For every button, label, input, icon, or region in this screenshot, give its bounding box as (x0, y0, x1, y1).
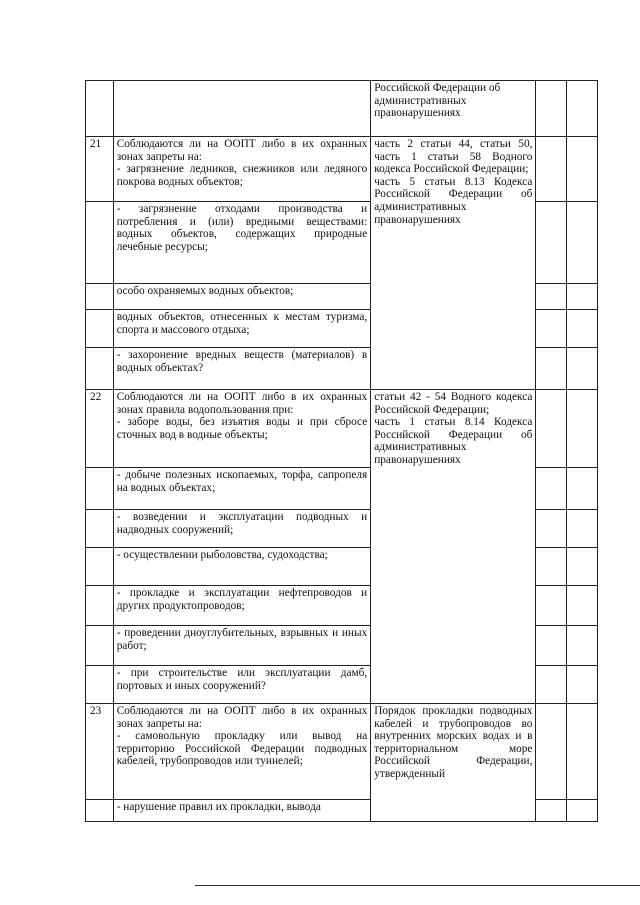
requirements-table (85, 80, 598, 822)
row-number (86, 202, 114, 284)
row-number (86, 468, 114, 510)
answer-cell[interactable] (536, 510, 567, 548)
answer-cell[interactable] (536, 284, 567, 310)
row-number (86, 348, 114, 390)
requirement-text: - осуществлении рыболовства, судоходства; (113, 548, 371, 586)
answer-cell[interactable] (536, 137, 567, 202)
row-number (86, 626, 114, 666)
answer-cell[interactable] (536, 626, 567, 666)
note-cell[interactable] (567, 704, 598, 800)
answer-cell[interactable] (536, 202, 567, 284)
note-cell[interactable] (567, 548, 598, 586)
note-cell[interactable] (567, 510, 598, 548)
requirement-text: - возведении и эксплуатации подводных и надводных сооружений; (113, 510, 371, 548)
requirement-text: - нарушение правил их прокладки, вывода (113, 800, 371, 822)
row-number (86, 548, 114, 586)
legal-reference: часть 2 статьи 44, статьи 50, часть 1 статьи 58 Водного кодекса Российской Федерации; часть 5 статьи 8.13 Кодекса Российской Федерации об административных правонарушениях (371, 137, 536, 390)
row-number: 22 (86, 390, 114, 468)
answer-cell[interactable] (536, 548, 567, 586)
requirement-text: Соблюдаются ли на ООПТ либо в их охранных зонах запреты на: - самовольную прокладку или вывод на территорию Российской Федерации подводных кабелей, трубопроводов или туннелей; (113, 704, 371, 800)
requirement-text (113, 81, 371, 137)
note-cell[interactable] (567, 81, 598, 137)
answer-cell[interactable] (536, 348, 567, 390)
note-cell[interactable] (567, 137, 598, 202)
requirement-text: Соблюдаются ли на ООПТ либо в их охранных зонах запреты на: - загрязнение ледников, снежников или ледяного покрова водных объектов; (113, 137, 371, 202)
legal-reference: Российской Федерации об административных правонарушениях (371, 81, 536, 137)
note-cell[interactable] (567, 348, 598, 390)
requirement-text: - проведении дноуглубительных, взрывных и иных работ; (113, 626, 371, 666)
requirement-text: - прокладке и эксплуатации нефтепроводов и других продуктопроводов; (113, 586, 371, 626)
table-row (86, 390, 598, 468)
row-number (86, 666, 114, 704)
row-number: 21 (86, 137, 114, 202)
row-number (86, 310, 114, 348)
requirement-text: - захоронение вредных веществ (материалов) в водных объектах? (113, 348, 371, 390)
row-number (86, 800, 114, 822)
note-cell[interactable] (567, 586, 598, 626)
table-row (86, 137, 598, 202)
answer-cell[interactable] (536, 310, 567, 348)
legal-reference: статьи 42 - 54 Водного кодекса Российской Федерации; часть 1 статьи 8.14 Кодекса Российской Федерации об административных правонарушениях (371, 390, 536, 704)
requirement-text: - загрязнение отходами производства и потребления и (или) вредными веществами: водных объектов, содержащих природные лечебные ресурсы; (113, 202, 371, 284)
requirement-text: особо охраняемых водных объектов; (113, 284, 371, 310)
requirement-text: - добыче полезных ископаемых, торфа, сапропеля на водных объектах; (113, 468, 371, 510)
answer-cell[interactable] (536, 586, 567, 626)
row-number: 23 (86, 704, 114, 800)
requirement-text: - при строительстве или эксплуатации дамб, портовых и иных сооружений? (113, 666, 371, 704)
requirement-text: водных объектов, отнесенных к местам туризма, спорта и массового отдыха; (113, 310, 371, 348)
note-cell[interactable] (567, 202, 598, 284)
row-number (86, 284, 114, 310)
row-number (86, 586, 114, 626)
legal-reference: Порядок прокладки подводных кабелей и трубопроводов во внутренних морских водах и в территориальном море Российской Федерации, утвержденный (371, 704, 536, 822)
answer-cell[interactable] (536, 704, 567, 800)
note-cell[interactable] (567, 390, 598, 468)
note-cell[interactable] (567, 666, 598, 704)
row-number (86, 81, 114, 137)
table-row (86, 704, 598, 800)
footer-rule (195, 885, 640, 886)
answer-cell[interactable] (536, 666, 567, 704)
note-cell[interactable] (567, 626, 598, 666)
table-row (86, 81, 598, 137)
note-cell[interactable] (567, 468, 598, 510)
row-number (86, 510, 114, 548)
answer-cell[interactable] (536, 800, 567, 822)
note-cell[interactable] (567, 310, 598, 348)
requirement-text: Соблюдаются ли на ООПТ либо в их охранных зонах правила водопользования при: - заборе воды, без изъятия воды и при сбросе сточных вод в водные объекты; (113, 390, 371, 468)
note-cell[interactable] (567, 284, 598, 310)
answer-cell[interactable] (536, 390, 567, 468)
note-cell[interactable] (567, 800, 598, 822)
answer-cell[interactable] (536, 468, 567, 510)
answer-cell[interactable] (536, 81, 567, 137)
